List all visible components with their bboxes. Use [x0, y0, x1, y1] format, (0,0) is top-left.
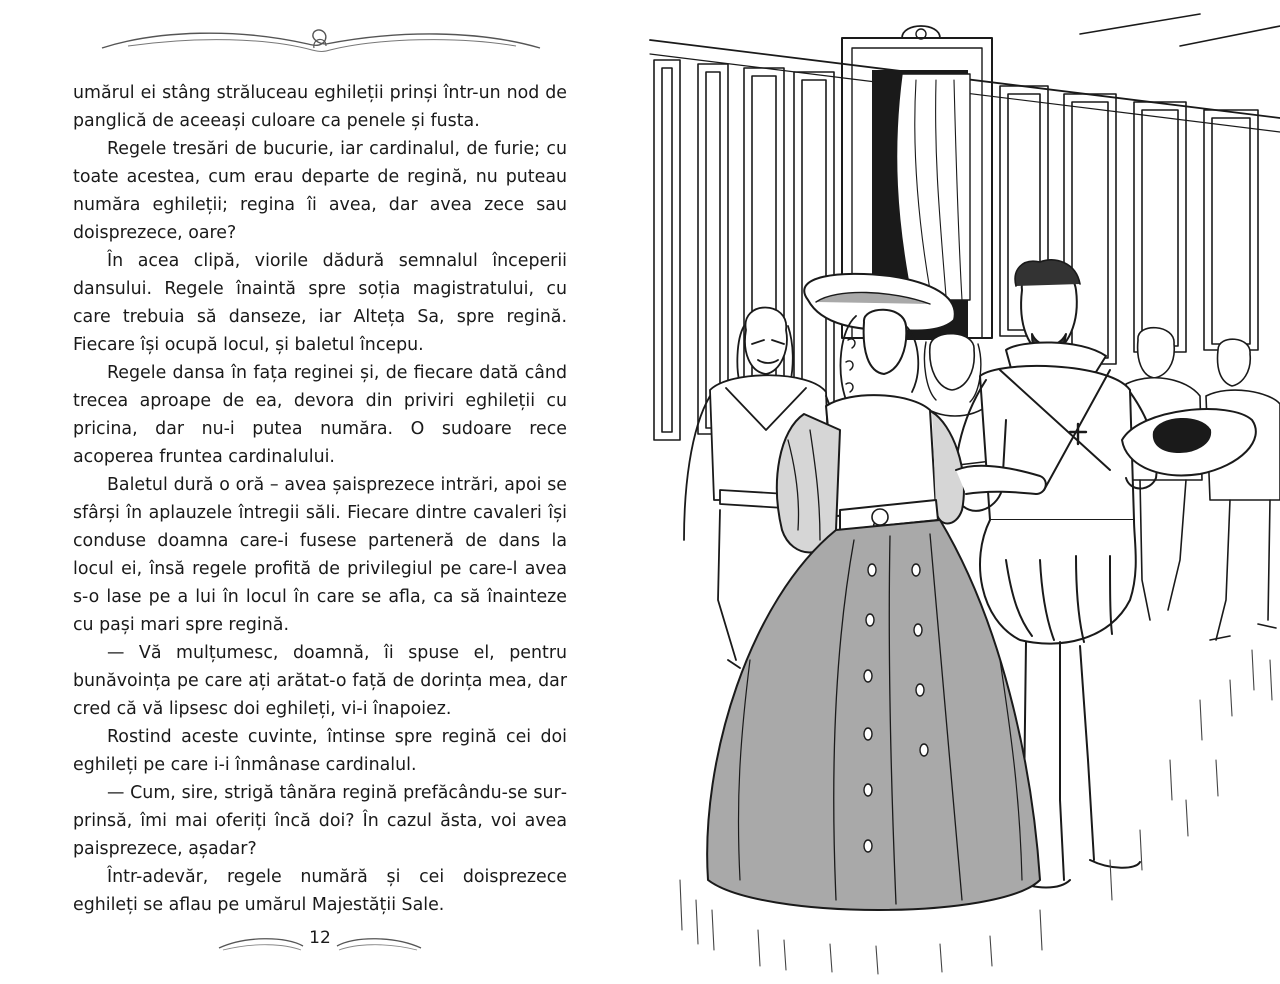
illustration-page	[640, 0, 1280, 984]
paragraph: — Cum, sire, strigă tânăra regină prefăcându-se surprinsă, îmi mai oferiți încă doi? În cazul ăsta, voi avea paisprezece, așadar?	[73, 783, 567, 859]
paragraph: Regele dansa în fața reginei și, de fiecare dată când trecea aproape de ea, devora din priviri eghileții cu pricina, dar nu-i putea număra. O sudoare rece acoperea fruntea cardinalului.	[73, 363, 567, 467]
courtier-right-icon	[1126, 328, 1280, 640]
ballroom-illustration	[640, 0, 1280, 984]
top-ornament-icon	[98, 22, 544, 62]
body-text	[73, 79, 567, 919]
paragraph: Într-adevăr, regele numără și cei doisprezece eghileți se aflau pe umărul Majestății Sale.	[73, 867, 567, 915]
paragraph: Rostind aceste cuvinte, întinse spre regină cei doi eghileți pe care i-i înmânase cardinalul.	[73, 727, 567, 775]
paragraph: — Vă mulțumesc, doamnă, îi spuse el, pentru bunăvoința pe care ați arătat-o față de dorința mea, dar cred că vă lipsesc doi eghileți, vi-i înapoiez.	[73, 643, 567, 719]
paragraph: Baletul dură o oră – avea șaisprezece intrări, apoi se sfârși în aplauzele întregii săli. Fiecare dintre cavaleri își conduse doamna care-i fusese parteneră de dans la locul ei, însă regele profită de privilegiul pe care-l avea s-o lase pe a lui în locul în care se afla, ca să înainteze cu pași mari spre regină.	[73, 475, 567, 635]
paragraph: umărul ei stâng străluceau eghileții prinși într-un nod de panglică de aceeași culoare ca penele și fusta.	[73, 83, 567, 131]
paragraph: Regele tresări de bucurie, iar cardinalul, de furie; cu toate acestea, cum erau departe de regină, nu puteau număra eghileții; regina îi avea, dar avea zece sau doisprezece, oare?	[73, 139, 567, 243]
paragraph: În acea clipă, viorile dădură semnalul începerii dansului. Regele înaintă spre soția magistratului, cu care trebuia să danseze, iar Alteța Sa, spre regină. Fiecare își ocupă locul, și baletul începu.	[73, 251, 567, 355]
page-number: 12	[309, 928, 331, 948]
